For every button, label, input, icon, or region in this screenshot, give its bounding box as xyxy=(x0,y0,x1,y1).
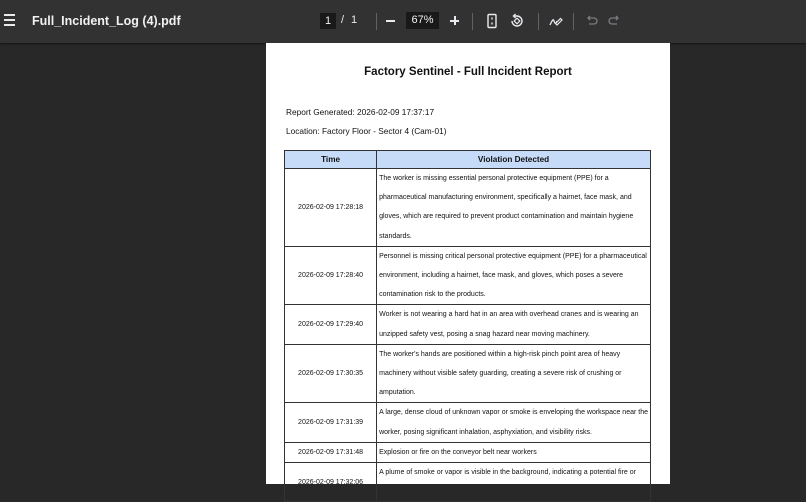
description-line: worker, posing significant inhalation, asphyxiation, and visibility risks. xyxy=(379,428,592,436)
page-number-input[interactable] xyxy=(320,13,336,29)
incident-description xyxy=(377,305,651,344)
table-row xyxy=(285,442,651,462)
total-pages: 1 xyxy=(351,14,358,26)
description-line: standards. xyxy=(379,232,412,240)
table-row xyxy=(285,169,651,247)
incident-time: 2026-02-09 17:29:40 xyxy=(285,305,377,344)
description-line: Personnel is missing critical personal protective equipment (PPE) for a pharmaceutical xyxy=(379,252,647,260)
table-row xyxy=(285,463,651,502)
incident-time: 2026-02-09 17:30:35 xyxy=(285,344,377,403)
report-location: Location: Factory Floor - Sector 4 (Cam-01) xyxy=(286,126,447,136)
report-title: Factory Sentinel - Full Incident Report xyxy=(364,66,572,78)
incident-time: 2026-02-09 17:31:39 xyxy=(285,403,377,442)
report-generated: Report Generated: 2026-02-09 17:37:17 xyxy=(286,107,435,117)
zoom-in-button[interactable] xyxy=(448,13,462,29)
table-header-row xyxy=(285,151,651,169)
toolbar-divider xyxy=(573,13,574,30)
table-row xyxy=(285,246,651,305)
table-row xyxy=(285,403,651,442)
pdf-page xyxy=(266,43,670,484)
incident-time: 2026-02-09 17:32:06 xyxy=(285,463,377,502)
toolbar-divider xyxy=(376,13,377,30)
description-line: amputation. xyxy=(379,389,416,397)
incident-description xyxy=(377,344,651,403)
description-line: unzipped safety vest, posing a snag hazard near moving machinery. xyxy=(379,330,590,338)
zoom-level-input[interactable] xyxy=(406,12,439,29)
description-line xyxy=(379,482,648,501)
draw-icon[interactable] xyxy=(547,12,565,30)
incident-description xyxy=(377,463,651,502)
zoom-out-button[interactable] xyxy=(384,13,398,29)
column-header-violation: Violation Detected xyxy=(377,151,651,169)
incident-description xyxy=(377,169,651,247)
description-line: A plume of smoke or vapor is visible in the background, indicating a potential fire or xyxy=(379,469,636,477)
description-line: pharmaceutical manufacturing environment, specifically a hairnet, face mask, and xyxy=(379,194,632,202)
document-title: Full_Incident_Log (4).pdf xyxy=(32,14,181,28)
column-header-time: Time xyxy=(285,151,377,169)
table-row xyxy=(285,305,651,344)
description-line: Worker is not wearing a hard hat in an area with overhead cranes and is wearing an xyxy=(379,311,639,319)
page-separator: / xyxy=(341,14,345,26)
incident-description xyxy=(377,403,651,442)
description-line: A large, dense cloud of unknown vapor or smoke is enveloping the workspace near the xyxy=(379,409,648,417)
description-line: gloves, which are required to prevent product contamination and maintain hygiene xyxy=(379,213,634,221)
description-line: The worker's hands are positioned within a high-risk pinch point area of heavy xyxy=(379,350,621,358)
description-line: environment, including a hairnet, face mask, and gloves, which poses a severe xyxy=(379,272,624,280)
redo-icon[interactable] xyxy=(606,12,624,30)
incident-description xyxy=(377,246,651,305)
description-line: Explosion or fire on the conveyor belt near workers xyxy=(379,448,537,456)
rotate-icon[interactable] xyxy=(508,12,526,30)
description-line: machinery without visible safety guarding, creating a severe risk of crushing or xyxy=(379,370,622,378)
description-line: contamination risk to the products. xyxy=(379,291,486,299)
toolbar-divider xyxy=(538,13,539,30)
undo-icon[interactable] xyxy=(582,12,600,30)
toolbar-divider xyxy=(472,13,473,30)
incident-time: 2026-02-09 17:28:18 xyxy=(285,169,377,247)
incident-time: 2026-02-09 17:31:48 xyxy=(285,442,377,462)
pdf-toolbar xyxy=(0,0,806,43)
menu-icon[interactable] xyxy=(4,14,16,28)
incident-time: 2026-02-09 17:28:40 xyxy=(285,246,377,305)
fit-page-icon[interactable] xyxy=(483,12,501,30)
table-row xyxy=(285,344,651,403)
incident-table xyxy=(284,150,651,502)
description-line: The worker is missing essential personal protective equipment (PPE) for a xyxy=(379,175,609,182)
incident-description xyxy=(377,442,651,462)
